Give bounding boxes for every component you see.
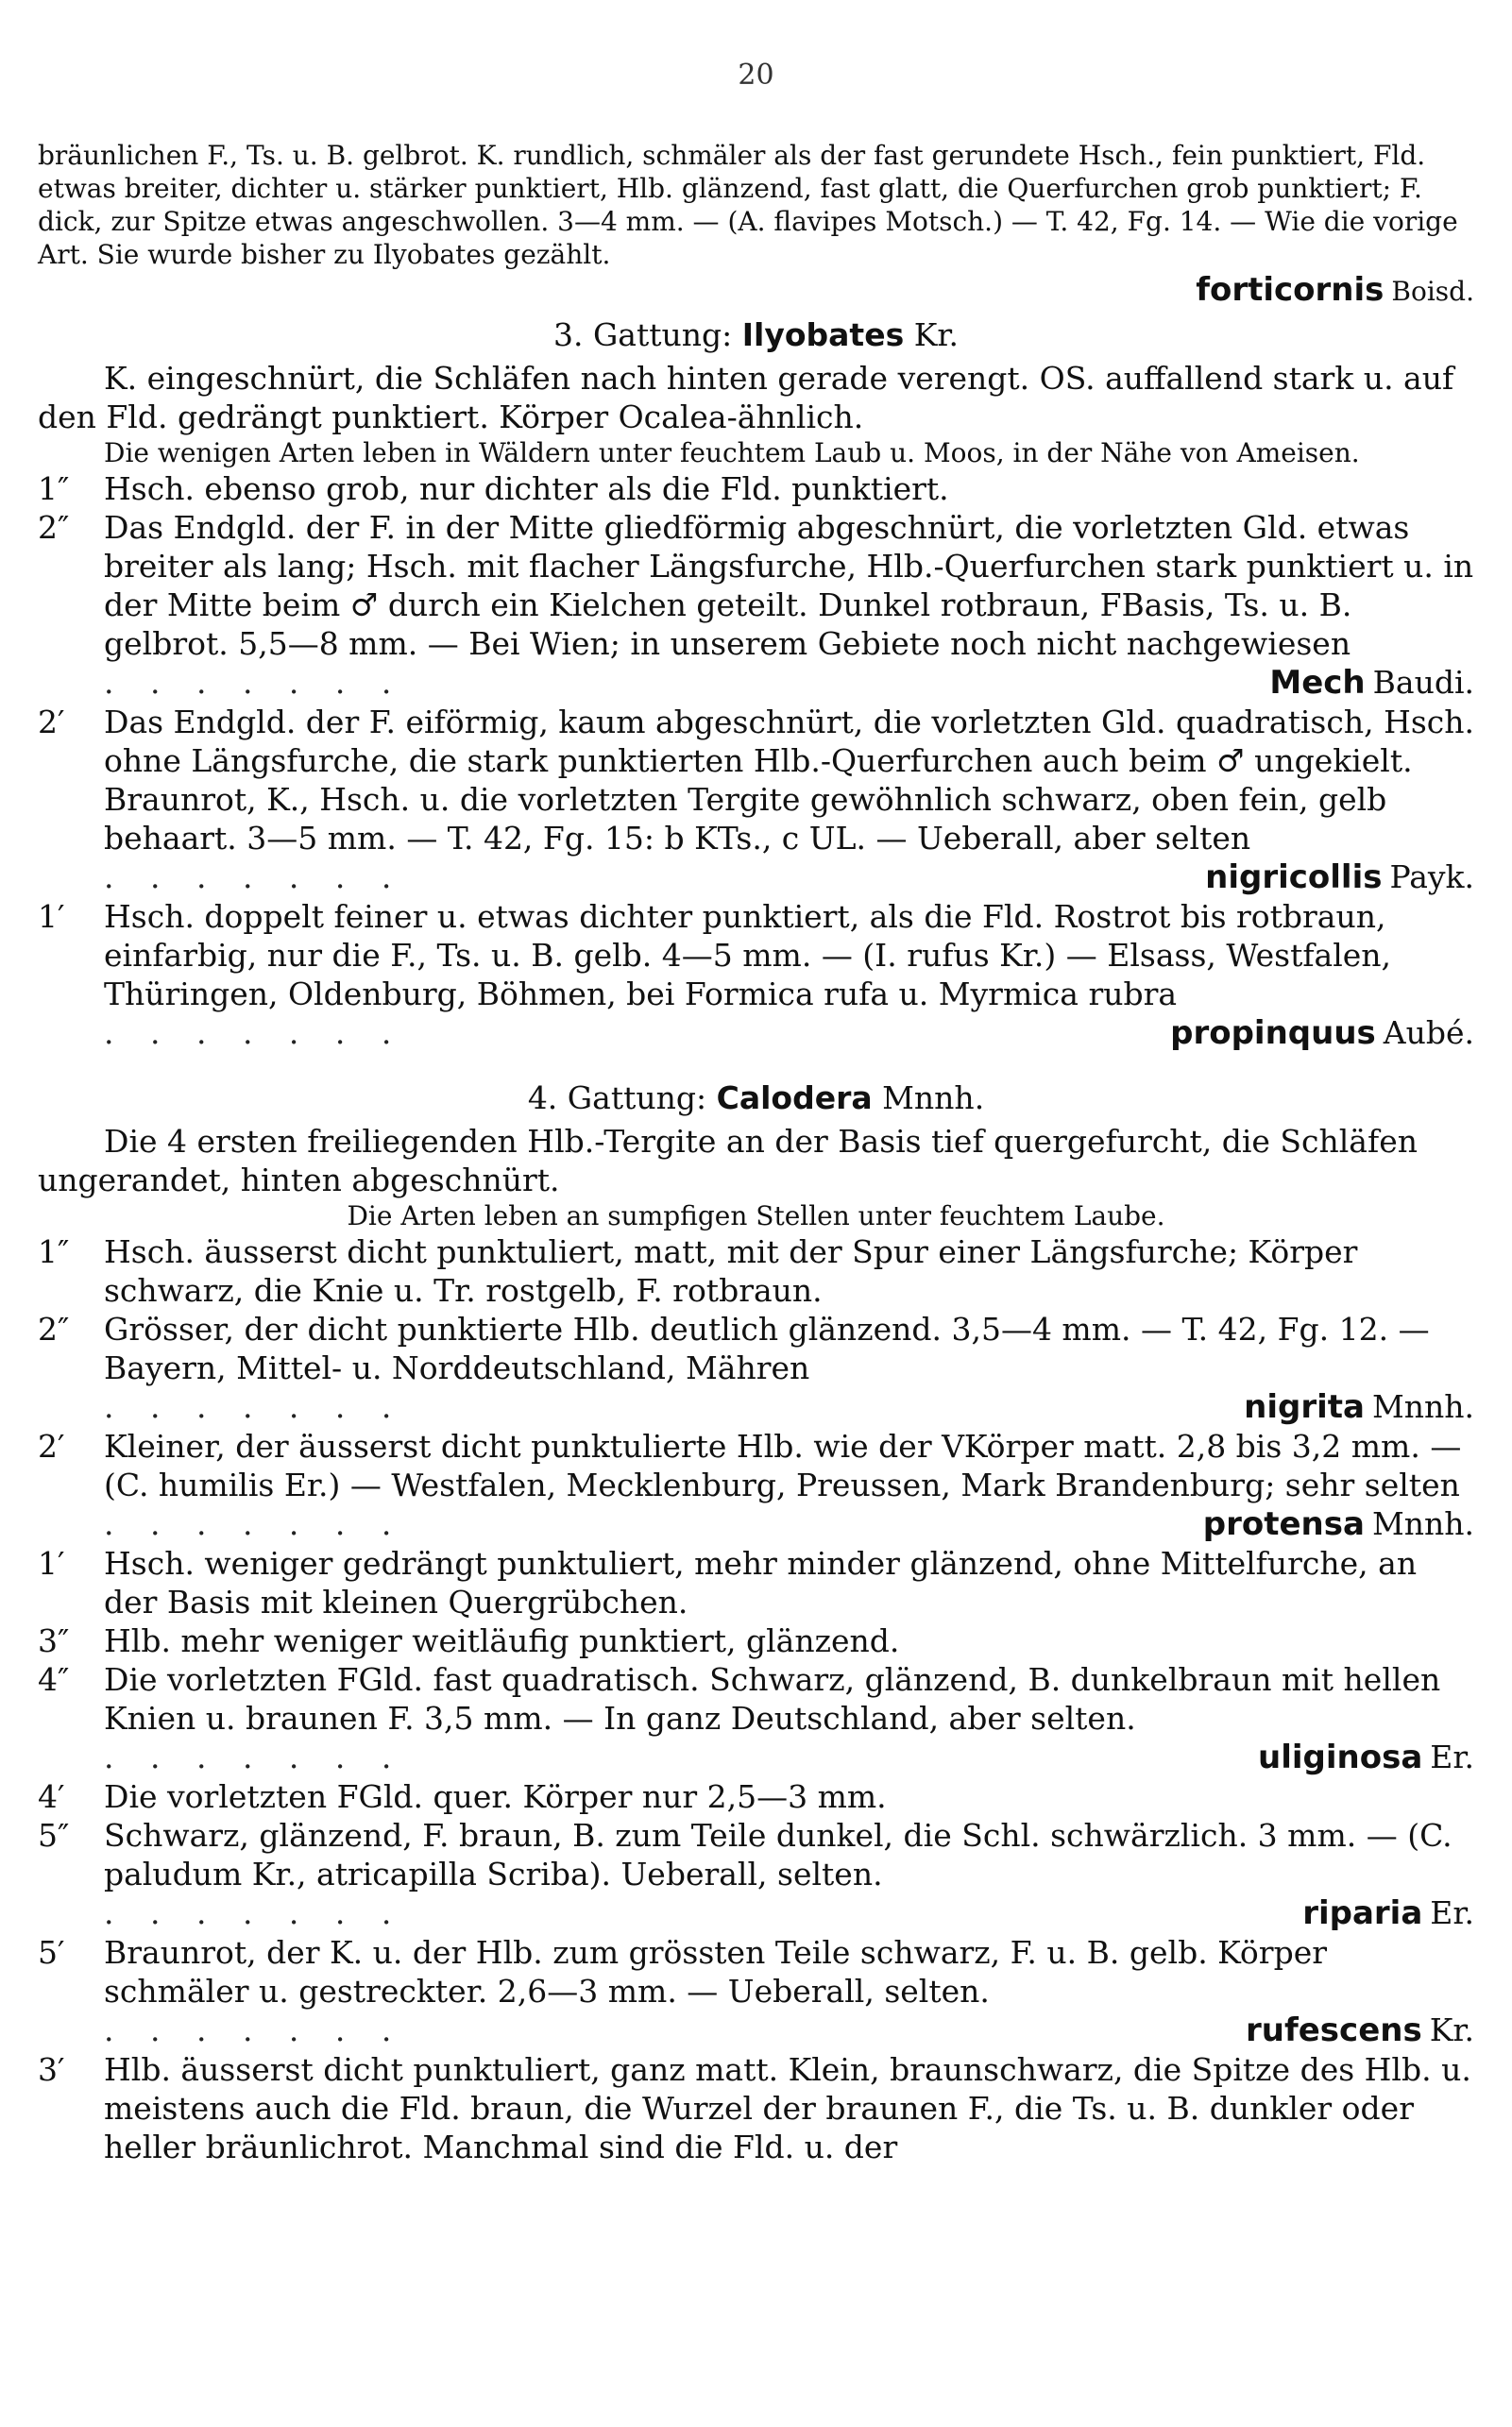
- key-number: 1″: [38, 1233, 70, 1270]
- species-line: [104, 1738, 1474, 1777]
- genus-author: Kr.: [913, 316, 960, 353]
- key-text: Hlb. mehr weniger weitläufig punktiert, glänzend.: [104, 1622, 900, 1659]
- key-text-block: [104, 1544, 1474, 1621]
- key-text-block: [104, 1933, 1474, 2050]
- species-name: propinquus: [1170, 1014, 1376, 1052]
- key-number: 5″: [38, 1817, 70, 1854]
- key-text: Hsch. äusserst dicht punktuliert, matt, mit der Spur einer Längsfurche; Körper schwarz, die Knie u. Tr. rostgelb, F. rotbraun.: [104, 1233, 1358, 1309]
- species-name: rufescens: [1245, 2011, 1422, 2049]
- key-number: 4′: [38, 1778, 65, 1815]
- species-author: Er.: [1430, 1894, 1474, 1931]
- key-entry: [38, 1660, 1474, 1777]
- key-entry: [38, 1232, 1474, 1310]
- key-text: Grösser, der dicht punktierte Hlb. deutlich glänzend. 3,5—4 mm. — T. 42, Fg. 12. — Bayern, Mittel- u. Norddeutschland, Mähren: [104, 1311, 1430, 1386]
- species-author: Boisd.: [1391, 276, 1474, 307]
- genus-prefix: 3. Gattung:: [552, 316, 733, 353]
- leader-dots: . . . . . . .: [104, 1388, 405, 1425]
- key-number: 2′: [38, 1428, 65, 1465]
- key-text: Hsch. weniger gedrängt punktuliert, mehr minder glänzend, ohne Mittelfurche, an der Basis mit kleinen Quergrübchen.: [104, 1545, 1418, 1621]
- species-label: [1170, 1013, 1474, 1053]
- key-text: Kleiner, der äusserst dicht punktulierte Hlb. wie der VKörper matt. 2,8 bis 3,2 mm. — (C. humilis Er.) — Westfalen, Mecklenburg, Preussen, Mark Brandenburg; sehr selten: [104, 1428, 1462, 1503]
- species-line: [104, 857, 1474, 897]
- key-entry: [38, 1427, 1474, 1544]
- key-text-block: [104, 1816, 1474, 1933]
- key-number: 2″: [38, 1311, 70, 1348]
- key-entry: [38, 1544, 1474, 1621]
- leader-dots: . . . . . . .: [104, 664, 405, 701]
- species-line: [104, 1893, 1474, 1933]
- key-list: [38, 469, 1474, 1053]
- key-text-block: [104, 508, 1474, 703]
- genus-habitat: Die Arten leben an sumpfigen Stellen unter feuchtem Laube.: [347, 1200, 1165, 1231]
- key-entry: [38, 703, 1474, 897]
- key-text-block: [104, 1427, 1474, 1544]
- genus-author: Mnnh.: [882, 1079, 985, 1116]
- key-entry: [38, 1621, 1474, 1660]
- intro-block: [38, 139, 1474, 309]
- genus-name: Ilyobates: [741, 316, 905, 353]
- key-number: 1″: [38, 470, 70, 507]
- species-author: Mnnh.: [1371, 1505, 1474, 1542]
- genus-prefix: 4. Gattung:: [527, 1079, 707, 1116]
- species-name: riparia: [1302, 1894, 1423, 1932]
- key-number: 5′: [38, 1934, 65, 1971]
- leader-dots: . . . . . . .: [104, 1894, 405, 1931]
- species-label: [1246, 2011, 1474, 2050]
- key-text: Braunrot, der K. u. der Hlb. zum grössten Teile schwarz, F. u. B. gelb. Körper schmäler u. gestreckter. 2,6—3 mm. — Ueberall, selten.: [104, 1934, 1328, 2010]
- intro-species-line: [38, 271, 1474, 309]
- species-name: forticornis: [1196, 271, 1385, 309]
- key-entry: [38, 508, 1474, 703]
- key-text: Hsch. doppelt feiner u. etwas dichter punktiert, als die Fld. Rostrot bis rotbraun, einfarbig, nur die F., Ts. u. B. gelb. 4—5 mm. — (I. rufus Kr.) — Elsass, Westfalen, Thüringen, Oldenburg, Böhmen, bei Formica rufa u. Myrmica rubra: [104, 898, 1392, 1012]
- page-number: 20: [738, 59, 774, 92]
- key-text: Das Endgld. der F. in der Mitte gliedförmig abgeschnürt, die vorletzten Gld. etwas breiter als lang; Hsch. mit flacher Längsfurche, Hlb.-Querfurchen stark punktiert u. in der Mitte beim ♂ durch ein Kielchen geteilt. Dunkel rotbraun, FBasis, Ts. u. B. gelbrot. 5,5—8 mm. — Bei Wien; in unserem Gebiete noch nicht nachgewiesen: [104, 509, 1474, 662]
- species-label: [1205, 857, 1474, 897]
- species-name: Mech: [1269, 664, 1366, 702]
- key-number: 1′: [38, 898, 65, 935]
- species-label: [1203, 1504, 1474, 1544]
- genus-habitat: Die wenigen Arten leben in Wäldern unter feuchtem Laub u. Moos, in der Nähe von Ameisen.: [104, 437, 1360, 468]
- key-text: Das Endgld. der F. eiförmig, kaum abgeschnürt, die vorletzten Gld. quadratisch, Hsch. ohne Längsfurche, die stark punktierten Hlb.-Querfurchen auch beim ♂ ungekielt. Braunrot, K., Hsch. u. die vorletzten Tergite gewöhnlich schwarz, oben fein, gelb behaart. 3—5 mm. — T. 42, Fg. 15: b KTs., c UL. — Ueberall, aber selten: [104, 704, 1475, 857]
- key-number: 3″: [38, 1622, 70, 1659]
- key-text-block: [104, 2050, 1474, 2166]
- key-text-block: [104, 1310, 1474, 1427]
- species-name: uliginosa: [1258, 1739, 1423, 1776]
- key-text-block: [104, 1660, 1474, 1777]
- key-text-block: [104, 1777, 1474, 1816]
- species-line: [104, 663, 1474, 703]
- species-name: protensa: [1202, 1505, 1365, 1543]
- species-label: [1244, 1387, 1474, 1427]
- species-author: Er.: [1430, 1739, 1474, 1775]
- key-text: Die vorletzten FGld. fast quadratisch. Schwarz, glänzend, B. dunkelbraun mit hellen Knien u. braunen F. 3,5 mm. — In ganz Deutschland, aber selten.: [104, 1661, 1441, 1737]
- species-line: [104, 2011, 1474, 2050]
- species-label: [1269, 663, 1474, 703]
- key-number: 3′: [38, 2051, 65, 2088]
- species-line: [104, 1387, 1474, 1427]
- species-author: Mnnh.: [1371, 1388, 1474, 1425]
- key-text: Schwarz, glänzend, F. braun, B. zum Teile dunkel, die Schl. schwärzlich. 3 mm. — (C. paludum Kr., atricapilla Scriba). Ueberall, selten.: [104, 1817, 1453, 1892]
- key-text-block: [104, 1621, 1474, 1660]
- key-text-block: [104, 703, 1474, 897]
- intro-text: bräunlichen F., Ts. u. B. gelbrot. K. rundlich, schmäler als der fast gerundete Hsch., fein punktiert, Fld. etwas breiter, dichter u. stärker punktiert, Hlb. glänzend, fast glatt, die Querfurchen grob punktiert; F. dick, zur Spitze etwas angeschwollen. 3—4 mm. — (A. flavipes Motsch.) — T. 42, Fg. 14. — Wie die vorige Art. Sie wurde bisher zu Ilyobates gezählt.: [38, 140, 1458, 270]
- species-name: nigricollis: [1205, 858, 1383, 896]
- species-author: Payk.: [1389, 858, 1474, 895]
- species-line: [104, 1504, 1474, 1544]
- leader-dots: . . . . . . .: [104, 1505, 405, 1542]
- species-line: [104, 1013, 1474, 1053]
- species-label: [1302, 1893, 1474, 1933]
- key-text: Hsch. ebenso grob, nur dichter als die Fld. punktiert.: [104, 470, 949, 507]
- key-text-block: [104, 469, 1474, 508]
- species-name: nigrita: [1244, 1388, 1365, 1426]
- key-number: 2″: [38, 509, 70, 546]
- genus-description: Die 4 ersten freiliegenden Hlb.-Tergite an der Basis tief quergefurcht, die Schläfen ungerandet, hinten abgeschnürt.: [38, 1123, 1418, 1198]
- key-entry: [38, 1933, 1474, 2050]
- key-number: 4″: [38, 1661, 70, 1698]
- species-author: Baudi.: [1372, 664, 1474, 701]
- key-entry: [38, 2050, 1474, 2166]
- species-author: Aubé.: [1383, 1014, 1474, 1051]
- key-text: Hlb. äusserst dicht punktuliert, ganz matt. Klein, braunschwarz, die Spitze des Hlb. u. meistens auch die Fld. braun, die Wurzel der braunen F., die Ts. u. B. dunkler oder heller bräunlichrot. Manchmal sind die Fld. u. der: [104, 2051, 1471, 2165]
- species-label: [1258, 1738, 1474, 1777]
- key-text-block: [104, 1232, 1474, 1310]
- leader-dots: . . . . . . .: [104, 858, 405, 895]
- leader-dots: . . . . . . .: [104, 1014, 405, 1051]
- genus-heading-3: [38, 316, 1474, 353]
- key-entry: [38, 1816, 1474, 1933]
- key-list: [38, 1232, 1474, 2166]
- key-number: 1′: [38, 1545, 65, 1582]
- key-number: 2′: [38, 704, 65, 740]
- species-author: Kr.: [1429, 2011, 1474, 2048]
- key-entry: [38, 1310, 1474, 1427]
- key-text-block: [104, 897, 1474, 1053]
- genus-description: K. eingeschnürt, die Schläfen nach hinten gerade verengt. OS. auffallend stark u. auf den Fld. gedrängt punktiert. Körper Ocalea-ähnlich.: [38, 360, 1454, 435]
- key-entry: [38, 469, 1474, 508]
- leader-dots: . . . . . . .: [104, 1739, 405, 1775]
- leader-dots: . . . . . . .: [104, 2011, 405, 2048]
- key-entry: [38, 1777, 1474, 1816]
- key-text: Die vorletzten FGld. quer. Körper nur 2,5—3 mm.: [104, 1778, 887, 1815]
- genus-name: Calodera: [716, 1079, 873, 1116]
- genus-heading-4: [38, 1079, 1474, 1116]
- key-entry: [38, 897, 1474, 1053]
